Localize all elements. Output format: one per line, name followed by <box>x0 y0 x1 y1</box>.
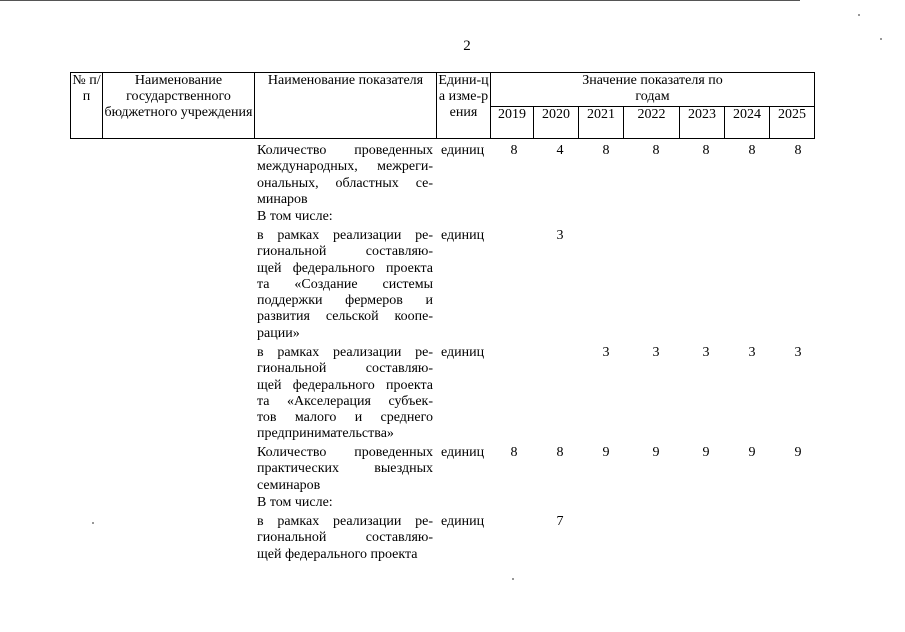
indicator-cell <box>257 209 433 225</box>
indicator-line: щей федерального проекта <box>257 546 418 562</box>
indicator-line: тов малого и среднего <box>257 410 433 426</box>
unit-cell: единиц <box>441 228 485 243</box>
value-cell: 3 <box>794 345 802 360</box>
indicator-line: в рамках реализации ре- <box>257 228 433 243</box>
indicator-line: международных, межреги- <box>257 159 433 175</box>
value-cell: 8 <box>748 143 756 158</box>
header-year: 2020 <box>534 107 579 139</box>
value-cell: 3 <box>748 345 756 360</box>
indicator-line: рации» <box>257 325 300 341</box>
indicator-line: гиональной составляю- <box>257 244 433 260</box>
scan-speck <box>92 522 94 524</box>
indicator-line: минаров <box>257 191 308 207</box>
value-cell: 8 <box>794 143 802 158</box>
header-indicator: Наименование показателя <box>255 73 437 139</box>
indicator-cell <box>257 445 433 494</box>
indicator-line: предпринимательства» <box>257 426 394 442</box>
value-cell: 9 <box>602 445 610 460</box>
value-cell: 3 <box>702 345 710 360</box>
indicator-line: в рамках реализации ре- <box>257 345 433 360</box>
value-cell: 8 <box>556 445 564 460</box>
indicator-line: гиональной составляю- <box>257 361 433 377</box>
indicator-line: Количество проведенных <box>257 445 433 460</box>
scan-speck <box>512 578 514 580</box>
value-cell: 7 <box>556 514 564 529</box>
value-cell: 8 <box>510 143 518 158</box>
header-year: 2019 <box>491 107 534 139</box>
value-cell: 3 <box>652 345 660 360</box>
value-cell: 3 <box>556 228 564 243</box>
value-cell: 4 <box>556 143 564 158</box>
page-number: 2 <box>463 38 471 54</box>
header-year: 2021 <box>579 107 624 139</box>
indicator-line: Количество проведенных <box>257 143 433 158</box>
unit-cell: единиц <box>441 345 485 360</box>
indicator-line: семинаров <box>257 477 321 493</box>
value-cell: 9 <box>652 445 660 460</box>
indicator-line: поддержки фермеров и <box>257 293 433 309</box>
indicator-cell <box>257 495 433 511</box>
value-cell: 9 <box>748 445 756 460</box>
value-cell: 3 <box>602 345 610 360</box>
value-cell: 8 <box>510 445 518 460</box>
indicator-cell <box>257 345 433 443</box>
header-year: 2023 <box>680 107 725 139</box>
indicator-line: гиональной составляю- <box>257 530 433 546</box>
indicator-cell <box>257 143 433 208</box>
header-unit: Едини-ца изме-рения <box>437 73 491 139</box>
header-institution: Наименование государственного бюджетного учреждения <box>103 73 255 139</box>
indicator-line: ональных, областных се- <box>257 175 433 191</box>
indicator-line: та «Создание системы <box>257 276 433 292</box>
scan-speck <box>880 38 882 40</box>
indicator-line: В том числе: <box>257 495 333 510</box>
value-cell: 8 <box>702 143 710 158</box>
unit-cell: единиц <box>441 143 485 158</box>
header-year: 2022 <box>624 107 680 139</box>
scan-speck <box>858 14 860 16</box>
indicator-line: щей федерального проекта <box>257 377 433 393</box>
indicator-line: развития сельской коопе- <box>257 309 433 325</box>
value-cell: 8 <box>602 143 610 158</box>
value-cell: 8 <box>652 143 660 158</box>
indicator-line: В том числе: <box>257 209 333 224</box>
header-year: 2025 <box>770 107 815 139</box>
indicator-line: практических выездных <box>257 461 433 477</box>
indicator-cell <box>257 228 433 342</box>
indicator-line: в рамках реализации ре- <box>257 514 433 529</box>
indicator-cell <box>257 514 433 563</box>
header-year: 2024 <box>725 107 770 139</box>
unit-cell: единиц <box>441 514 485 529</box>
header-values: Значение показателя по годам <box>491 73 815 107</box>
indicator-line: та «Акселерация субъек- <box>257 393 433 409</box>
value-cell: 9 <box>702 445 710 460</box>
header-number: № п/п <box>71 73 103 139</box>
unit-cell: единиц <box>441 445 485 460</box>
indicator-line: щей федерального проекта <box>257 260 433 276</box>
value-cell: 9 <box>794 445 802 460</box>
